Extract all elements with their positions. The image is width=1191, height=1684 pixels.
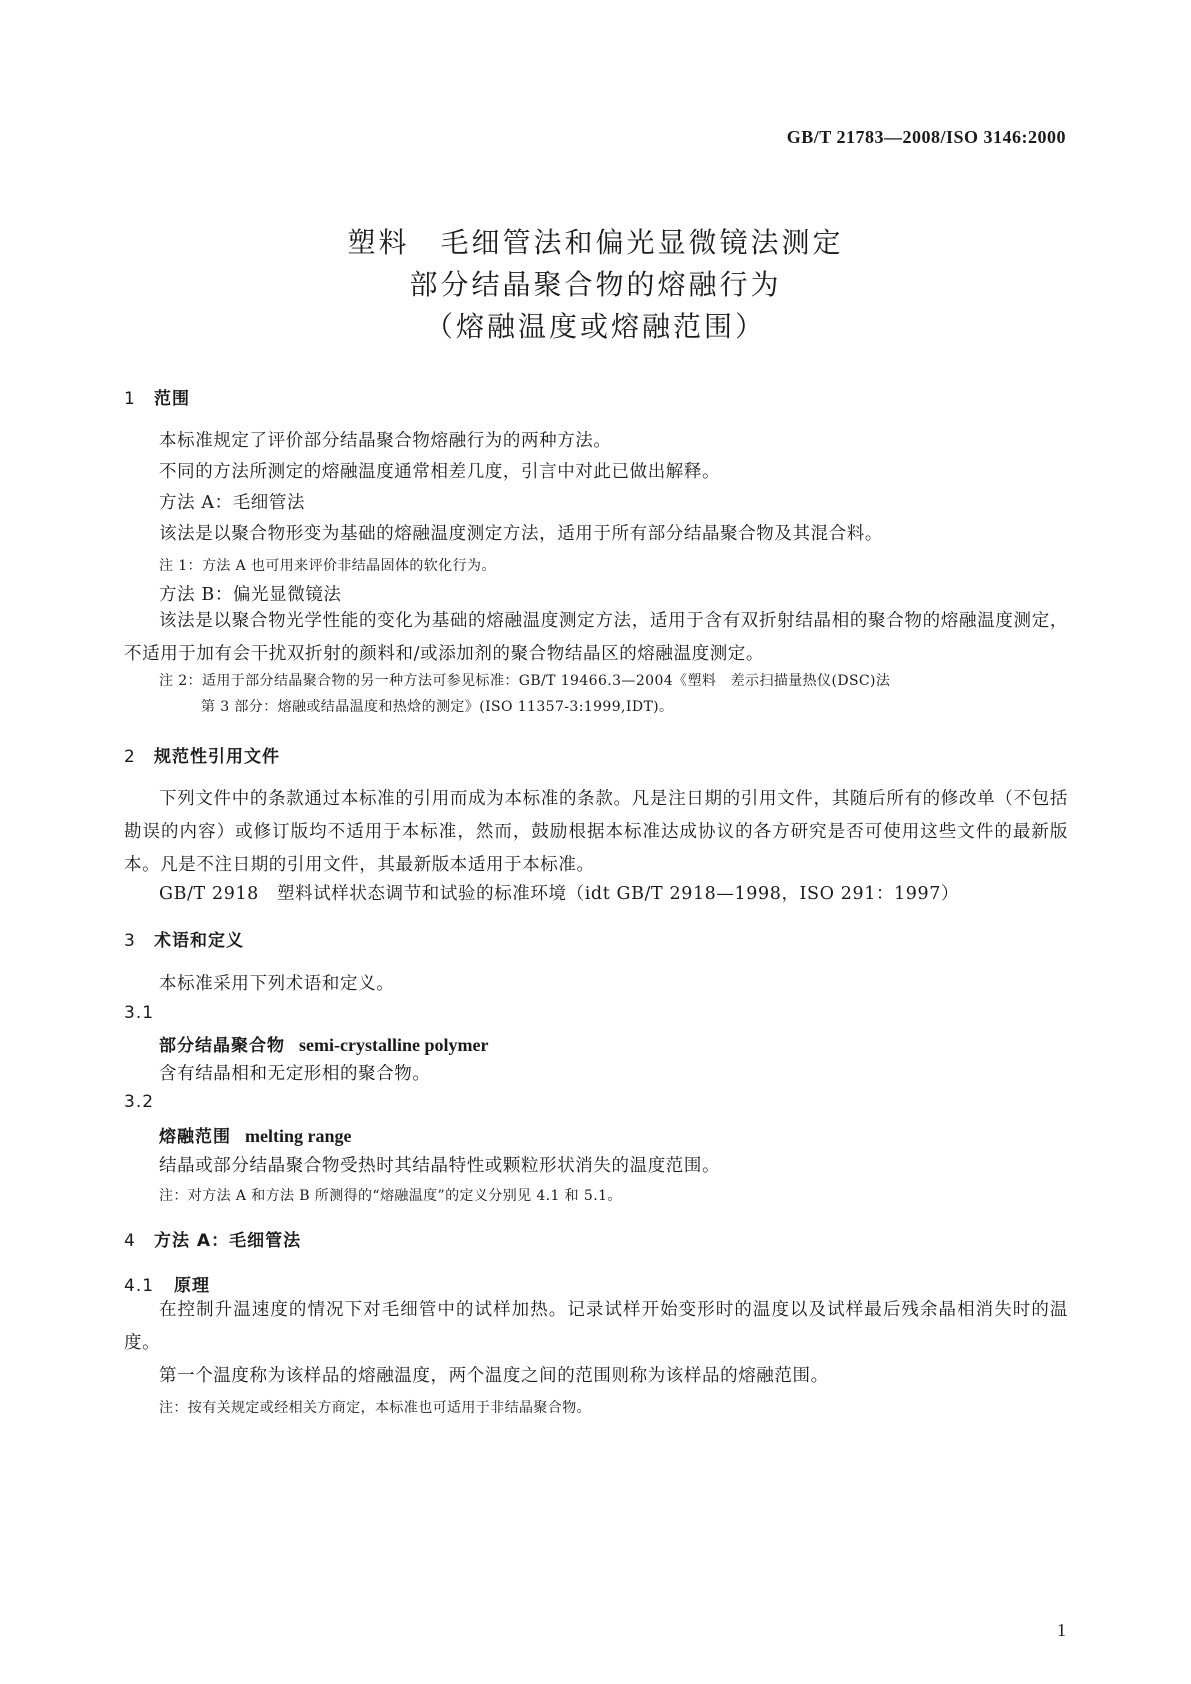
- paragraph: 不同的方法所测定的熔融温度通常相差几度，引言中对此已做出解释。: [159, 462, 721, 482]
- paragraph: 本标准规定了评价部分结晶聚合物熔融行为的两种方法。: [159, 431, 612, 451]
- note-2: [159, 668, 1071, 720]
- term-definition: 结晶或部分结晶聚合物受热时其结晶特性或颗粒形状消失的温度范围。: [159, 1156, 721, 1176]
- section-number: 3: [124, 931, 136, 951]
- document-title: [0, 222, 1191, 348]
- term-semi-crystalline-polymer: [159, 1031, 488, 1056]
- section-title: 方法 A：毛细管法: [154, 1231, 302, 1251]
- clause-number: 3.2: [124, 1092, 155, 1112]
- section-2-heading: [124, 742, 280, 767]
- clause-number: 3.1: [124, 1003, 155, 1023]
- term-english: semi-crystalline polymer: [299, 1035, 489, 1055]
- term-definition: 含有结晶相和无定形相的聚合物。: [159, 1064, 431, 1084]
- paragraph: 本标准采用下列术语和定义。: [159, 974, 395, 994]
- note-1: 注 1：方法 A 也可用来评价非结晶固体的软化行为。: [159, 558, 496, 574]
- section-number: 4: [124, 1231, 136, 1251]
- title-line-2: 部分结晶聚合物的熔融行为: [409, 268, 782, 301]
- subsection-title: 原理: [174, 1276, 210, 1296]
- section-4-heading: [124, 1226, 301, 1251]
- note-2-line-2: 第 3 部分：熔融或结晶温度和热焓的测定》(ISO 11357-3:1999,IDT)。: [201, 699, 674, 715]
- standard-code: GB/T 21783—2008/ISO 3146:2000: [786, 127, 1066, 147]
- subsection-4-1-heading: [124, 1271, 210, 1296]
- method-b-label: 方法 B：偏光显微镜法: [159, 585, 342, 605]
- subsection-number: 4.1: [124, 1276, 155, 1296]
- note: 注：对方法 A 和方法 B 所测得的“熔融温度”的定义分别见 4.1 和 5.1。: [159, 1188, 622, 1204]
- paragraph: 该法是以聚合物光学性能的变化为基础的熔融温度测定方法，适用于含有双折射结晶相的聚合物的熔融温度测定，不适用于加有会干扰双折射的颜料和/或添加剂的聚合物结晶区的熔融温度测定。: [124, 611, 1068, 664]
- paragraph: 第一个温度称为该样品的熔融温度，两个温度之间的范围则称为该样品的熔融范围。: [159, 1366, 829, 1386]
- paragraph: 该法是以聚合物形变为基础的熔融温度测定方法，适用于所有部分结晶聚合物及其混合料。: [159, 524, 883, 544]
- note: 注：按有关规定或经相关方商定，本标准也可适用于非结晶聚合物。: [159, 1400, 591, 1416]
- term-chinese: 部分结晶聚合物: [159, 1036, 285, 1056]
- section-title: 术语和定义: [154, 931, 244, 951]
- term-english: melting range: [245, 1126, 352, 1146]
- term-chinese: 熔融范围: [159, 1127, 231, 1147]
- paragraph: 在控制升温速度的情况下对毛细管中的试样加热。记录试样开始变形时的温度以及试样最后残余晶相消失时的温度。: [124, 1300, 1068, 1353]
- title-line-1: 塑料 毛细管法和偏光显微镜法测定: [347, 226, 844, 259]
- normative-reference: GB/T 2918 塑料试样状态调节和试验的标准环境（idt GB/T 2918—1998，ISO 291：1997）: [159, 884, 960, 904]
- page-number: 1: [1057, 1620, 1066, 1640]
- section-number: 2: [124, 747, 136, 767]
- title-line-3: （熔融温度或熔融范围）: [424, 310, 766, 343]
- section-title: 规范性引用文件: [154, 747, 280, 767]
- section-title: 范围: [154, 389, 190, 409]
- term-melting-range: [159, 1122, 351, 1147]
- section-3-heading: [124, 926, 244, 951]
- note-2-line-1: 注 2：适用于部分结晶聚合物的另一种方法可参见标准：GB/T 19466.3—2004《塑料 差示扫描量热仪(DSC)法: [159, 673, 891, 689]
- section-1-heading: [124, 384, 190, 409]
- paragraph: 下列文件中的条款通过本标准的引用而成为本标准的条款。凡是注日期的引用文件，其随后所有的修改单（不包括勘误的内容）或修订版均不适用于本标准，然而，鼓励根据本标准达成协议的各方研究是否可使用这些文件的最新版本。凡是不注日期的引用文件，其最新版本适用于本标准。: [124, 789, 1068, 875]
- method-a-label: 方法 A：毛细管法: [159, 493, 306, 513]
- section-number: 1: [124, 389, 136, 409]
